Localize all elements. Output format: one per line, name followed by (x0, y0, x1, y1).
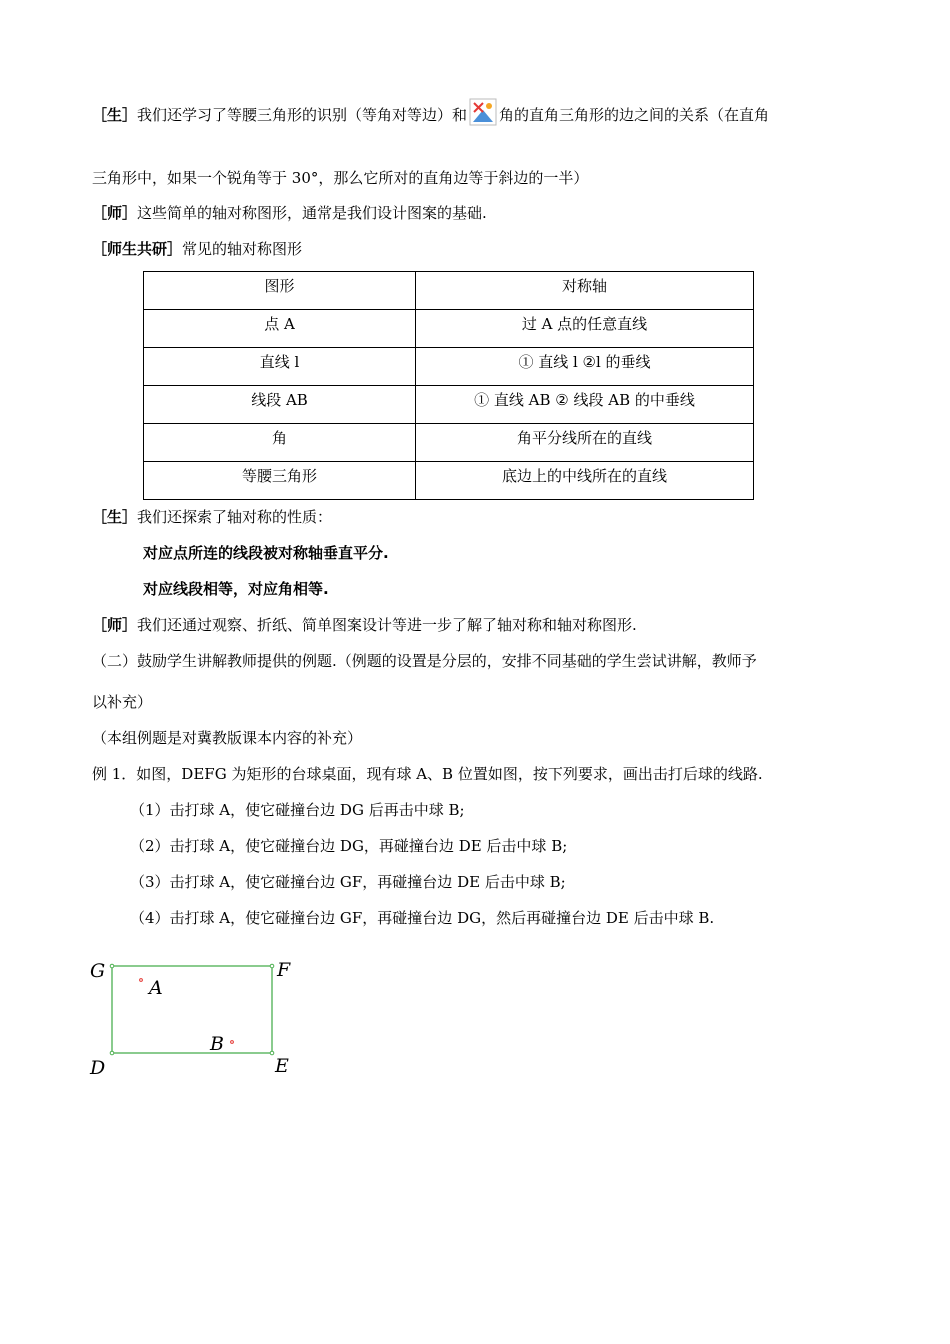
property-2: 对应线段相等，对应角相等. (143, 580, 329, 598)
table-row (144, 310, 754, 348)
table-cell: 等腰三角形 (144, 462, 416, 500)
label-f: F (277, 959, 291, 981)
para4 (92, 507, 332, 527)
table-cell: 角 (144, 424, 416, 462)
table-cell: 点 A (144, 310, 416, 348)
example-item: （2）击打球 A，使它碰撞台边 DG，再碰撞台边 DE 后击中球 B; (130, 837, 568, 855)
symmetry-table (143, 271, 754, 500)
ball-a (140, 979, 143, 982)
table-cell: 底边上的中线所在的直线 (416, 462, 754, 500)
example-item: （1）击打球 A，使它碰撞台边 DG 后再击中球 B; (130, 801, 465, 819)
para6-line1: （二）鼓励学生讲解教师提供的例题.（例题的设置是分层的，安排不同基础的学生尝试讲解，教师予 (92, 652, 757, 670)
para3 (92, 239, 302, 259)
table-cell: 直线 l (144, 348, 416, 386)
para6-line2: 以补充） (92, 693, 153, 711)
para1-text-a: 我们还学习了等腰三角形的识别（等角对等边）和 (137, 106, 468, 124)
label-g: G (90, 960, 106, 982)
example-intro: 例 1．如图，DEFG 为矩形的台球桌面，现有球 A、B 位置如图，按下列要求，画出击打后球的线路. (92, 765, 763, 783)
property-1: 对应点所连的线段被对称轴垂直平分. (143, 544, 389, 562)
label-d: D (90, 1057, 106, 1079)
example-item: （4）击打球 A，使它碰撞台边 GF，再碰撞台边 DG，然后再碰撞台边 DE 后击中球 B. (130, 909, 715, 927)
speaker-tag: ［师］ (92, 204, 138, 222)
billiard-table-diagram (85, 955, 305, 1080)
label-e: E (275, 1055, 289, 1077)
corner-point-e (270, 1051, 274, 1055)
corner-point-g (110, 964, 114, 968)
table-cell: 角平分线所在的直线 (416, 424, 754, 462)
speaker-tag: ［生］ (92, 508, 138, 526)
corner-point-f (270, 964, 274, 968)
table-row (144, 462, 754, 500)
table-row (144, 348, 754, 386)
table-row (144, 424, 754, 462)
table-header-row (144, 272, 754, 310)
broken-image-icon (469, 98, 497, 126)
para7: （本组例题是对冀教版课本内容的补充） (92, 729, 363, 747)
para2-text: 这些简单的轴对称图形，通常是我们设计图案的基础. (137, 204, 487, 222)
para5 (92, 615, 637, 635)
para4-text: 我们还探索了轴对称的性质： (137, 508, 333, 526)
para1-text-b: 角的直角三角形的边之间的关系（在直角 (499, 106, 770, 124)
speaker-tag: ［师］ (92, 616, 138, 634)
speaker-tag: ［生］ (92, 106, 138, 124)
table-cell: 线段 AB (144, 386, 416, 424)
table-row (144, 386, 754, 424)
speaker-tag: ［师生共研］ (92, 240, 183, 258)
para1-line2: 三角形中，如果一个锐角等于 30°，那么它所对的直角边等于斜边的一半） (92, 169, 589, 187)
table-cell: 过 A 点的任意直线 (416, 310, 754, 348)
para2 (92, 203, 487, 223)
para3-text: 常见的轴对称图形 (182, 240, 303, 258)
table-header-cell: 图形 (144, 272, 416, 310)
label-a: A (149, 977, 163, 999)
para1-line1 (92, 102, 769, 130)
para5-text: 我们还通过观察、折纸、简单图案设计等进一步了解了轴对称和轴对称图形. (137, 616, 637, 634)
corner-point-d (110, 1051, 114, 1055)
table-cell: ① 直线 l ②l 的垂线 (416, 348, 754, 386)
example-item: （3）击打球 A，使它碰撞台边 GF，再碰撞台边 DE 后击中球 B; (130, 873, 566, 891)
table-cell: ① 直线 AB ② 线段 AB 的中垂线 (416, 386, 754, 424)
table-rectangle (112, 966, 272, 1053)
ball-b (231, 1041, 234, 1044)
table-header-cell: 对称轴 (416, 272, 754, 310)
label-b: B (210, 1033, 224, 1055)
